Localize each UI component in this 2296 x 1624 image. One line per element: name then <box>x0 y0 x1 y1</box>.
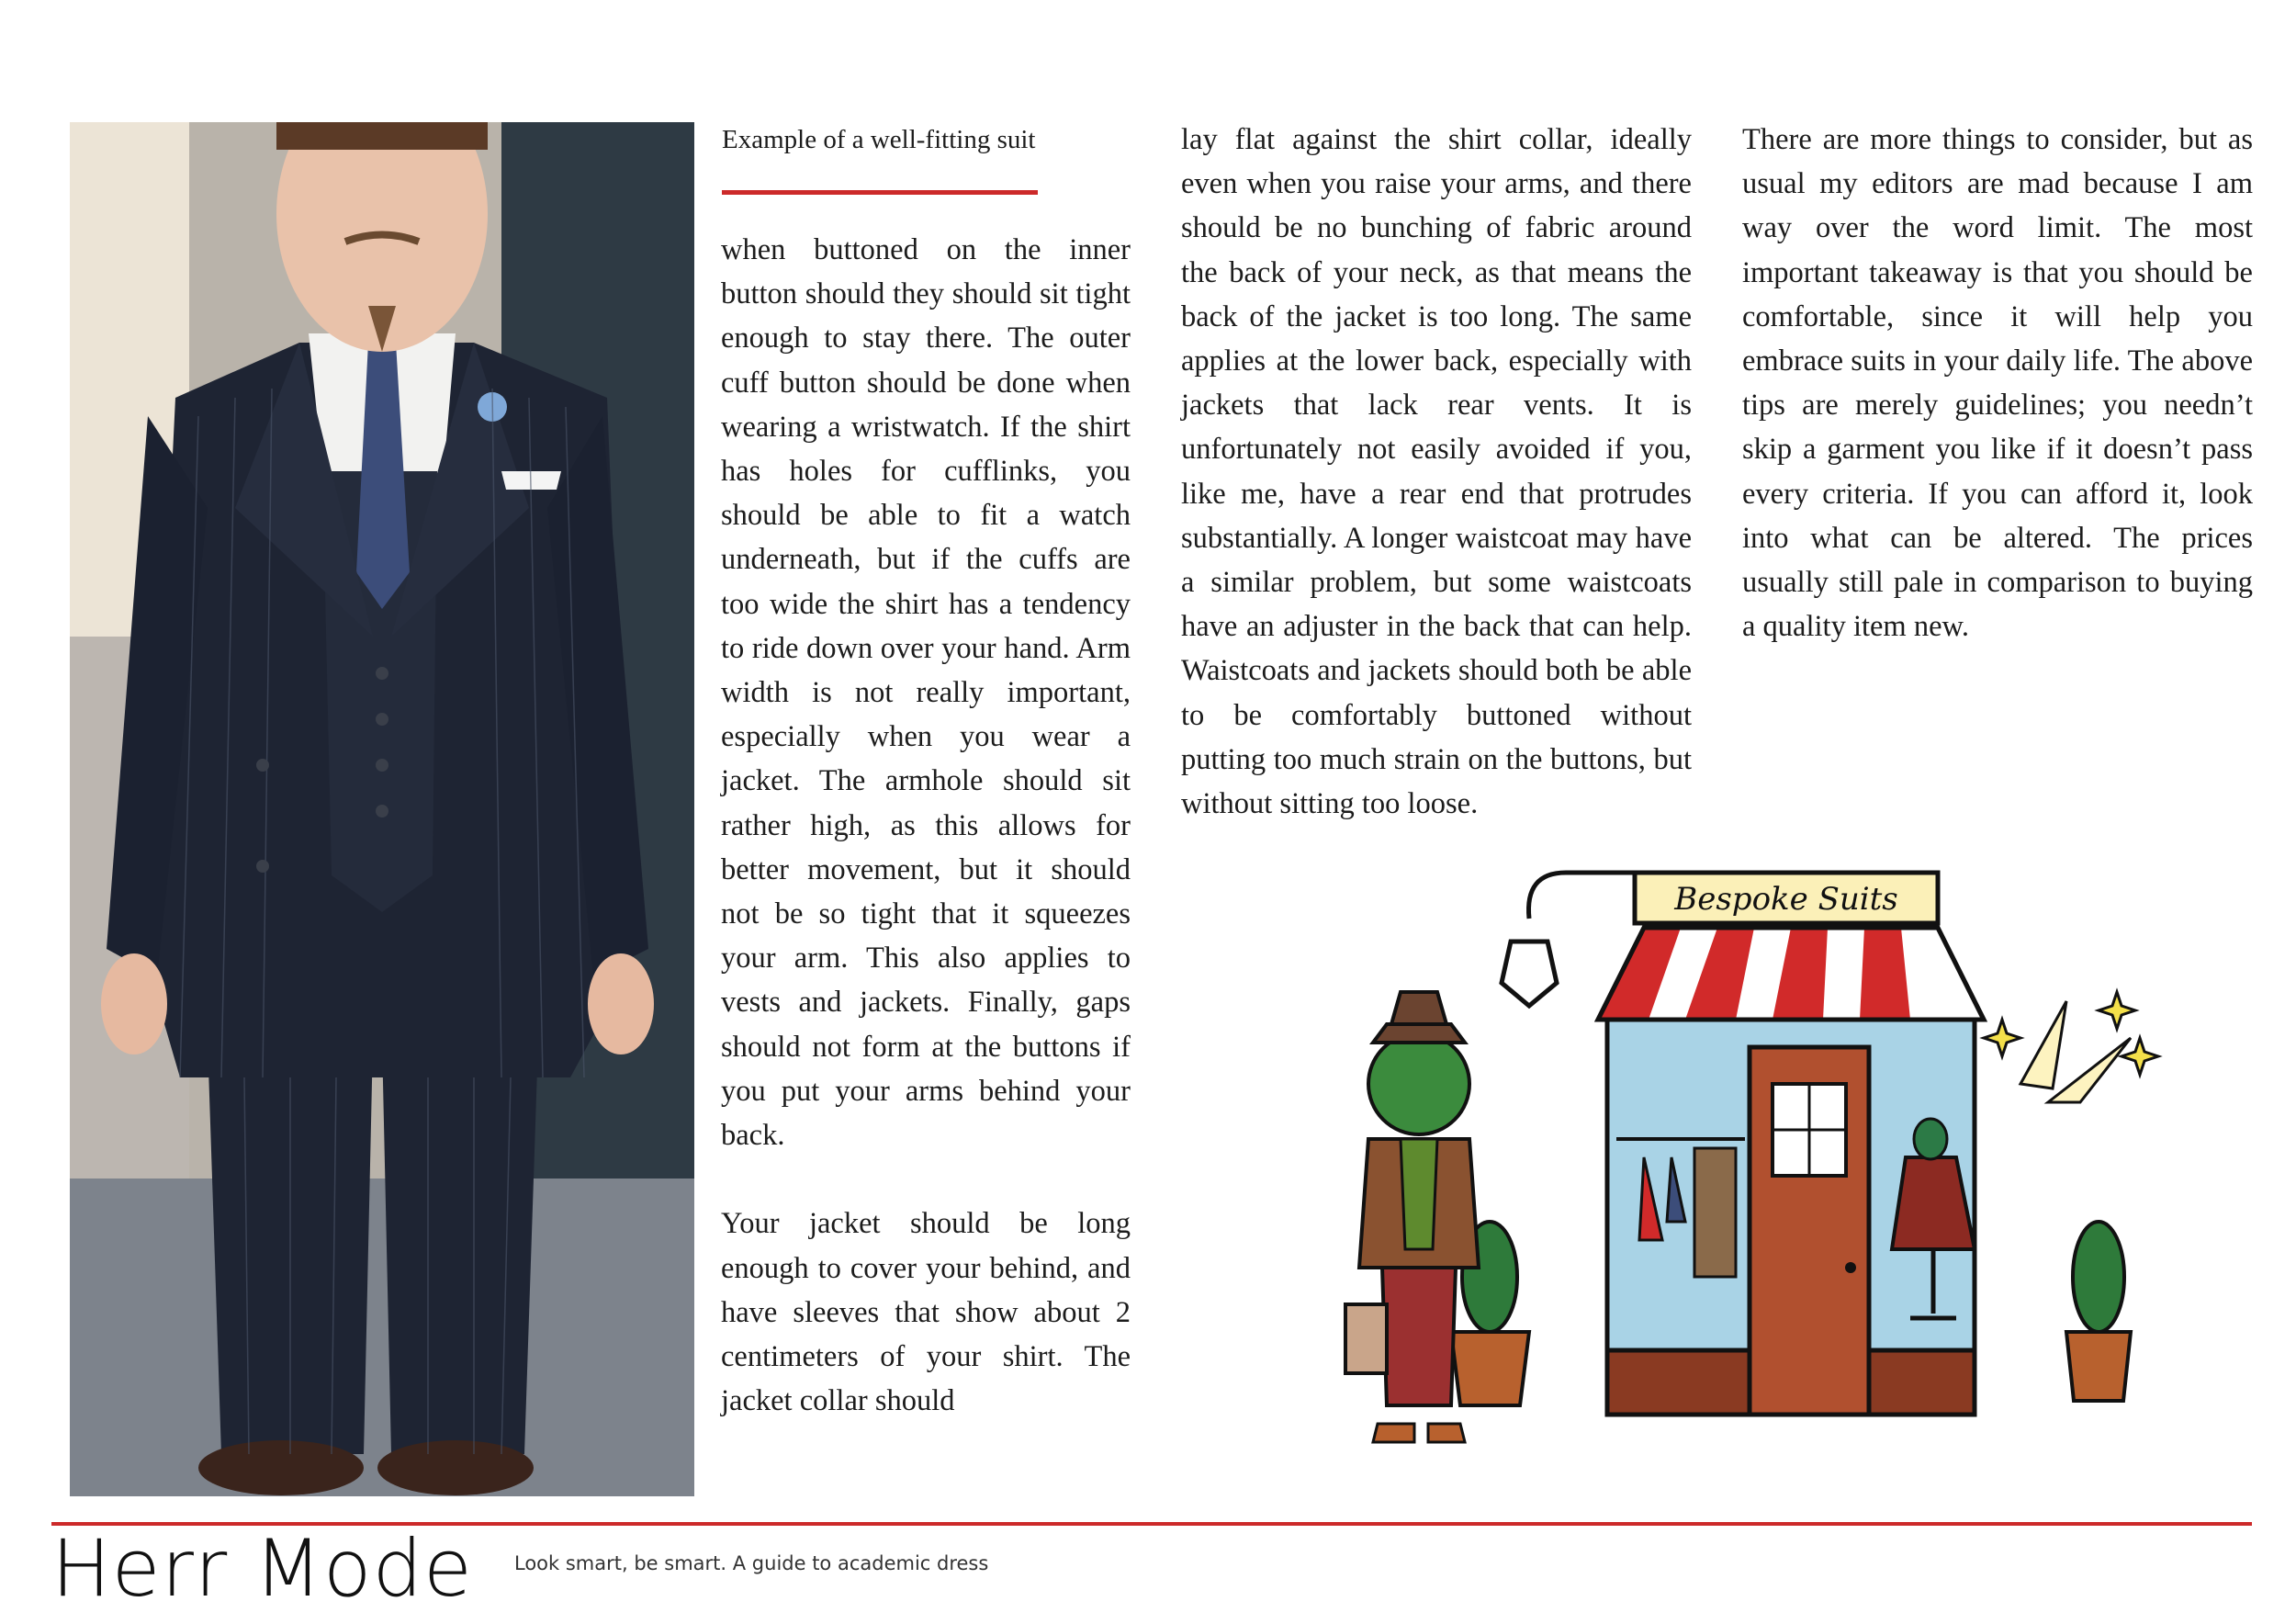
magazine-brand: Herr Mode <box>51 1523 473 1615</box>
article-column-2 <box>1181 118 1692 826</box>
magazine-tagline: Look smart, be smart. A guide to academic dress <box>514 1552 989 1574</box>
tailor-shop-illustration <box>1341 854 2223 1488</box>
article-column-1 <box>721 228 1131 1423</box>
suit-photo <box>70 122 694 1496</box>
article-paragraph: Your jacket should be long enough to cover your behind, and have sleeves that show about 2 centimeters of your shirt. The jacket collar should <box>721 1207 1131 1418</box>
shop-sign-text: Bespoke Suits <box>1674 881 1898 918</box>
photo-caption: Example of a well-fitting suit <box>722 125 1036 154</box>
article-paragraph: when buttoned on the inner button should they should sit tight enough to stay there. The outer cuff button should be done when wearing a wristwatch. If the shirt has holes for cufflinks, you should be able to fit a watch underneath, but if the cuffs are too wide the shirt has a tendency to ride down over your hand. Arm width is not really important, especially when you wear a jacket. The armhole should sit rather high, as this allows for better movement, but it should not be so tight that it squeezes your arm. This also applies to vests and jackets. Finally, gaps should not form at the buttons if you put your arms behind your back. <box>721 233 1131 1153</box>
article-paragraph: There are more things to consider, but as usual my editors are mad because I am way over the word limit. The most important takeaway is that you should be comfortable, since it will help you embrace suits in your daily life. The above tips are merely guidelines; you needn’t skip a garment you like if it doesn’t pass every criteria. If you can afford it, look into what can be altered. The prices usually still pale in comparison to buying a quality item new. <box>1742 123 2253 644</box>
caption-divider <box>722 190 1038 195</box>
article-column-3 <box>1742 118 2253 648</box>
article-paragraph: lay flat against the shirt collar, ideally even when you raise your arms, and there should be no bunching of fabric around the back of your neck, as that means the back of the jacket is too long. The same applies at the lower back, especially with jackets that lack rear vents. It is unfortunately not easily avoided if you, like me, have a rear end that protrudes substantially. A longer waistcoat may have a similar problem, but some waistcoats have an adjuster in the back that can help. Waistcoats and jackets should both be able to be comfortably buttoned without putting too much strain on the buttons, but without sitting too loose. <box>1181 123 1692 821</box>
